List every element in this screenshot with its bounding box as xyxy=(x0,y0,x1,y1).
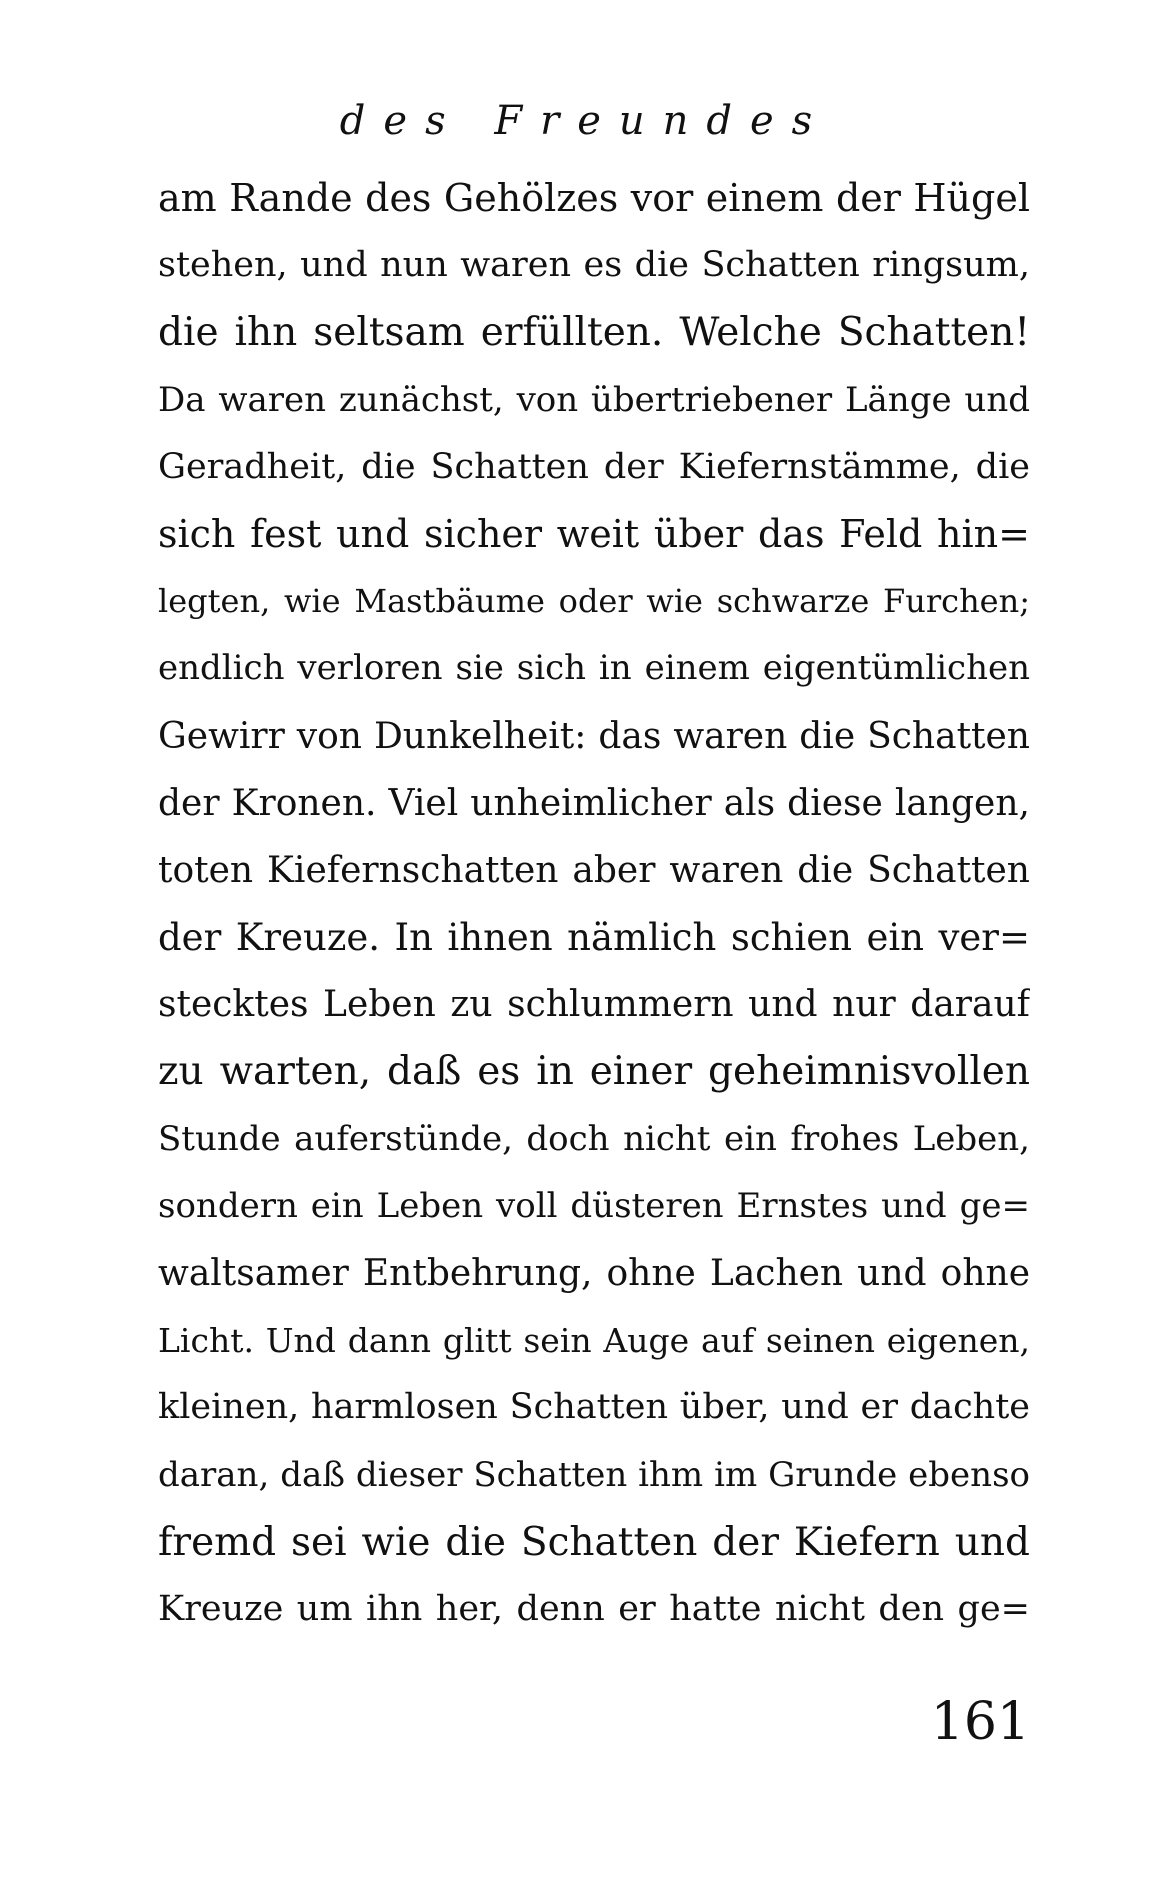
text-line: die ihn seltsam erfüllten. Welche Schatten! xyxy=(158,310,1030,356)
text-line: zu warten, daß es in einer geheimnisvollen xyxy=(158,1049,1030,1095)
body-text xyxy=(158,165,1030,1643)
text-line: Stunde auferstünde, doch nicht ein frohes Leben, xyxy=(158,1118,1030,1159)
text-line: Geradheit, die Schatten der Kiefernstämme, die xyxy=(158,446,1030,487)
text-line: Gewirr von Dunkelheit: das waren die Schatten xyxy=(158,715,1030,757)
running-head: des Freundes xyxy=(339,98,831,144)
text-line: Licht. Und dann glitt sein Auge auf seinen eigenen, xyxy=(158,1321,1030,1361)
text-line: daran, daß dieser Schatten ihm im Grunde ebenso xyxy=(158,1454,1030,1495)
text-line: am Rande des Gehölzes vor einem der Hügel xyxy=(158,176,1030,220)
text-line: stehen, und nun waren es die Schatten ringsum, xyxy=(158,245,1030,286)
text-line: der Kreuze. In ihnen nämlich schien ein ver= xyxy=(158,916,1030,960)
page-number: 161 xyxy=(930,1692,1030,1752)
text-line: endlich verloren sie sich in einem eigentümlichen xyxy=(158,648,1030,689)
text-line: legten, wie Mastbäume oder wie schwarze Furchen; xyxy=(158,582,1030,621)
text-line: stecktes Leben zu schlummern und nur darauf xyxy=(158,984,1030,1026)
text-line: Da waren zunächst, von übertriebener Länge und xyxy=(158,379,1030,420)
text-line: der Kronen. Viel unheimlicher als diese langen, xyxy=(158,782,1030,824)
text-line: kleinen, harmlosen Schatten über, und er dachte xyxy=(158,1387,1030,1428)
text-line: sich fest und sicher weit über das Feld hin= xyxy=(158,511,1030,556)
text-line: sondern ein Leben voll düsteren Ernstes und ge= xyxy=(158,1185,1030,1226)
text-line: waltsamer Entbehrung, ohne Lachen und ohne xyxy=(158,1253,1030,1294)
text-line: Kreuze um ihn her, denn er hatte nicht den ge= xyxy=(158,1588,1030,1629)
text-line: toten Kiefernschatten aber waren die Schatten xyxy=(158,849,1030,891)
text-line: fremd sei wie die Schatten der Kiefern und xyxy=(158,1519,1030,1565)
